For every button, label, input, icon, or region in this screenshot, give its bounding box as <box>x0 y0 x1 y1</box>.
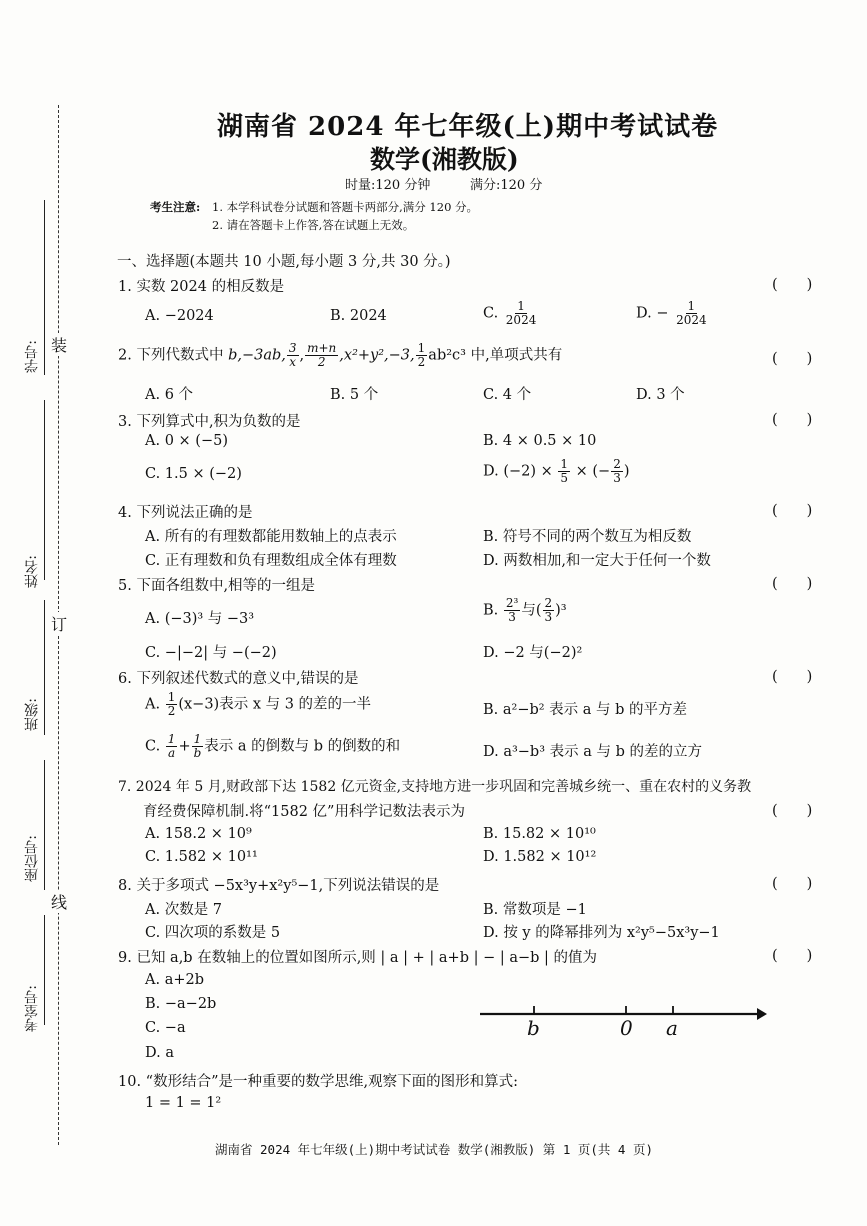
q9-option-c: C. −a <box>145 1020 186 1036</box>
q7-option-b: B. 15.82 × 10¹⁰ <box>483 826 596 842</box>
axis-label-0: 0 <box>620 1016 633 1040</box>
q1-d-label: D. − <box>636 305 669 322</box>
q3-d-frac-2: $\frac{2}{3}$ <box>613 457 621 485</box>
q7-option-d: D. 1.582 × 10¹² <box>483 849 597 865</box>
q8-option-b: B. 常数项是 −1 <box>483 902 587 918</box>
q2-stem: 2. 下列代数式中 b,−3ab, $\frac{3}{x}$ , $\frac{m+n}{2}$ ,x²+y²,−3, $\frac{1}{2}$ ab²c³ 中,单项式共有 <box>118 341 563 369</box>
q10-line-1: 1 = 1 = 1² <box>145 1095 222 1111</box>
axis-label-a: a <box>666 1016 678 1040</box>
q9-stem: 9. 已知 a,b 在数轴上的位置如图所示,则 | a | + | a+b | − | a−b | 的值为 <box>118 950 598 966</box>
student-no-label: 学号: <box>24 340 40 373</box>
q4-answer-paren[interactable]: ( ) <box>772 503 813 519</box>
q1-d-fraction: $\frac{1}{2024}$ <box>676 299 707 327</box>
q2-frac-2: $\frac{m+n}{2}$ <box>307 341 337 369</box>
notice-1: 1. 本学科试卷分试题和答题卡两部分,满分 120 分。 <box>212 200 479 214</box>
q1-option-c <box>483 300 539 327</box>
q5-b-frac-1: $\frac{\text{2³}}{3}$ <box>505 596 519 624</box>
q7-stem-line-1: 7. 2024 年 5 月,财政部下达 1582 亿元资金,支持地方进一步巩固和完善城乡统一、重在农村的义务教 <box>118 779 752 795</box>
student-no-line <box>44 200 45 375</box>
name-label: 姓名: <box>24 555 40 588</box>
seat-line <box>44 760 45 890</box>
q3-answer-paren[interactable]: ( ) <box>772 412 813 428</box>
q7-option-a: A. 158.2 × 10⁹ <box>145 826 252 842</box>
q8-option-c: C. 四次项的系数是 5 <box>145 925 281 941</box>
q1-option-d <box>636 300 710 327</box>
q9-option-b: B. −a−2b <box>145 996 217 1012</box>
q8-option-a: A. 次数是 7 <box>145 902 223 918</box>
axis-label-b: b <box>527 1016 540 1040</box>
notice-2: 2. 请在答题卡上作答,答在试题上无效。 <box>212 218 415 232</box>
q8-answer-paren[interactable]: ( ) <box>772 876 813 892</box>
q5-option-d: D. −2 与(−2)² <box>483 645 583 661</box>
q6-option-d: D. a³−b³ 表示 a 与 b 的差的立方 <box>483 744 703 760</box>
seat-label: 座位号: <box>24 835 40 882</box>
q4-option-a: A. 所有的有理数都能用数轴上的点表示 <box>145 529 397 545</box>
q1-option-b: B. 2024 <box>330 308 387 324</box>
q9-option-a: A. a+2b <box>145 972 204 988</box>
q3-option-a: A. 0 × (−5) <box>145 433 228 449</box>
q1-answer-paren[interactable]: ( ) <box>772 277 813 293</box>
number-line-arrow-icon <box>757 1008 767 1020</box>
q6-option-a: A. $\frac{1}{2}$ (x−3)表示 x 与 3 的差的一半 <box>145 690 372 718</box>
notice-label: 考生注意: <box>150 200 201 214</box>
bind-mark-2: 订 <box>51 612 67 635</box>
q3-stem: 3. 下列算式中,积为负数的是 <box>118 414 301 430</box>
q3-option-d: D. (−2) × $\frac{1}{5}$ × (− $\frac{2}{3}$ ) <box>483 457 630 485</box>
room-label: 考室号: <box>24 985 40 1032</box>
class-line <box>44 600 45 735</box>
exam-score: 满分:120 分 <box>470 178 543 193</box>
q7-option-c: C. 1.582 × 10¹¹ <box>145 849 258 865</box>
page-footer: 湖南省 2024 年七年级(上)期中考试试卷 数学(湘教版) 第 1 页(共 4 页) <box>215 1142 654 1157</box>
q2-option-d: D. 3 个 <box>636 387 685 403</box>
q7-stem-line-2: 育经费保障机制.将“1582 亿”用科学记数法表示为 <box>143 804 465 820</box>
q6-option-c: C. $\frac{1}{a}$ + $\frac{1}{b}$ 表示 a 的倒数与 b 的倒数的和 <box>145 732 401 760</box>
q5-option-b: B. $\frac{\text{2³}}{3}$ 与( $\frac{2}{3}$ )³ <box>483 596 567 624</box>
q4-option-c: C. 正有理数和负有理数组成全体有理数 <box>145 553 397 569</box>
exam-time: 时量:120 分钟 <box>345 178 431 193</box>
q7-answer-paren[interactable]: ( ) <box>772 803 813 819</box>
q5-answer-paren[interactable]: ( ) <box>772 576 813 592</box>
q2-frac-3: $\frac{1}{2}$ <box>417 341 426 369</box>
q5-option-a: A. (−3)³ 与 −3³ <box>145 611 255 627</box>
q2-option-c: C. 4 个 <box>483 387 532 403</box>
q6-c-frac-1: $\frac{1}{a}$ <box>167 732 176 760</box>
name-line <box>44 400 45 580</box>
q1-stem: 1. 实数 2024 的相反数是 <box>118 279 285 295</box>
q6-answer-paren[interactable]: ( ) <box>772 669 813 685</box>
q10-stem: 10. “数形结合”是一种重要的数学思维,观察下面的图形和算式: <box>118 1074 518 1090</box>
exam-subtitle: 数学(湘教版) <box>370 145 519 174</box>
q2-option-b: B. 5 个 <box>330 387 379 403</box>
q5-option-c: C. −|−2| 与 −(−2) <box>145 645 277 661</box>
q8-option-d: D. 按 y 的降幂排列为 x²y⁵−5x³y−1 <box>483 925 720 941</box>
q5-stem: 5. 下面各组数中,相等的一组是 <box>118 578 316 594</box>
q1-option-a: A. −2024 <box>145 308 214 324</box>
q9-option-d: D. a <box>145 1045 174 1061</box>
bind-mark-3: 线 <box>51 890 67 913</box>
bind-mark-1: 装 <box>51 333 67 356</box>
q2-frac-1: $\frac{3}{x}$ <box>288 341 297 369</box>
q9-answer-paren[interactable]: ( ) <box>772 948 813 964</box>
section-heading: 一、选择题(本题共 10 小题,每小题 3 分,共 30 分。) <box>117 254 451 270</box>
q6-c-frac-2: $\frac{1}{b}$ <box>193 732 202 760</box>
q3-option-c: C. 1.5 × (−2) <box>145 466 242 482</box>
q4-stem: 4. 下列说法正确的是 <box>118 505 253 521</box>
q3-d-frac-1: $\frac{1}{5}$ <box>560 457 569 485</box>
q8-stem: 8. 关于多项式 −5x³y+x²y⁵−1,下列说法错误的是 <box>118 878 440 894</box>
q3-option-b: B. 4 × 0.5 × 10 <box>483 433 597 449</box>
room-line <box>44 915 45 1025</box>
q5-b-frac-2: $\frac{2}{3}$ <box>544 596 553 624</box>
q6-stem: 6. 下列叙述代数式的意义中,错误的是 <box>118 671 359 687</box>
q6-option-b: B. a²−b² 表示 a 与 b 的平方差 <box>483 702 688 718</box>
q2-option-a: A. 6 个 <box>145 387 194 403</box>
q6-a-frac: $\frac{1}{2}$ <box>167 690 176 718</box>
q4-option-d: D. 两数相加,和一定大于任何一个数 <box>483 553 711 569</box>
q1-c-fraction: $\frac{1}{2024}$ <box>505 299 537 327</box>
q2-answer-paren[interactable]: ( ) <box>772 351 813 367</box>
q1-c-label: C. <box>483 305 499 322</box>
exam-title: 湖南省 2024 年七年级(上)期中考试试卷 <box>217 112 719 142</box>
q4-option-b: B. 符号不同的两个数互为相反数 <box>483 529 692 545</box>
class-label: 班级: <box>24 698 40 731</box>
